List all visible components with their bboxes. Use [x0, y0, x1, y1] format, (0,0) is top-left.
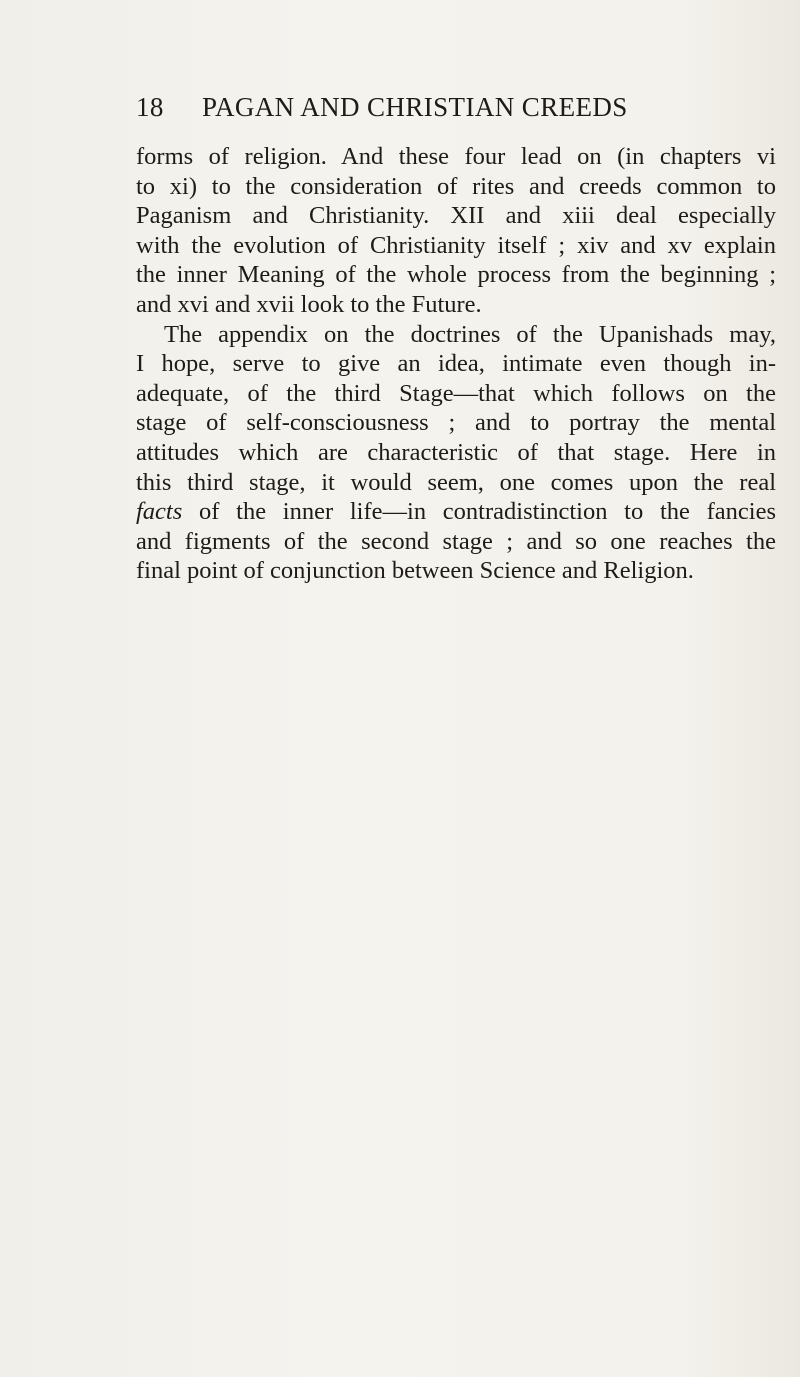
text-line: adequate, of the third Stage—that which follows on the: [136, 379, 776, 407]
text-line: with the evolution of Christianity itself ; xiv and xv explain: [136, 231, 776, 259]
text-line: and figments of the second stage ; and so one reaches the: [136, 527, 776, 555]
text-line: stage of self-consciousness ; and to portray the mental: [136, 409, 776, 437]
text-line: The appendix on the doctrines of the Upanishads may,: [164, 320, 776, 348]
body-text: [136, 142, 776, 586]
text-line: forms of religion. And these four lead on (in chapters vi: [136, 143, 776, 170]
text-line: and xvi and xvii look to the Future.: [136, 290, 482, 318]
text-line: attitudes which are characteristic of that stage. Here in: [136, 438, 776, 466]
running-head: [136, 92, 696, 132]
text-line: final point of conjunction between Science and Religion.: [136, 557, 694, 585]
page-number: 18: [136, 92, 164, 122]
text-line: I hope, serve to give an idea, intimate even though in-: [136, 350, 776, 378]
paragraph-2: [136, 320, 776, 586]
text-line: this third stage, it would seem, one comes upon the real: [136, 468, 776, 496]
text-line: the inner Meaning of the whole process from the beginning ;: [136, 261, 776, 289]
text-line: to xi) to the consideration of rites and creeds common to: [136, 172, 776, 200]
text-line: [136, 497, 776, 527]
text-line: Paganism and Christianity. XII and xiii deal especially: [136, 202, 776, 230]
paragraph-1: [136, 142, 776, 320]
italic-word: facts: [136, 498, 183, 526]
running-title: PAGAN AND CHRISTIAN CREEDS: [202, 92, 628, 122]
text-fragment: of the inner life—in contradistinction to the fancies: [182, 498, 776, 526]
